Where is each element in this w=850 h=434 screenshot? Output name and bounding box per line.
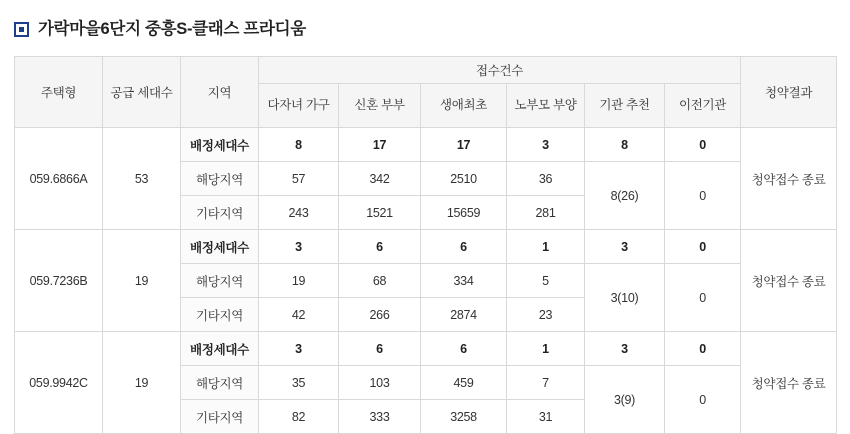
cell-row-label: 배정세대수 bbox=[181, 332, 259, 366]
cell-first-time: 334 bbox=[421, 264, 507, 298]
table-row bbox=[15, 128, 837, 162]
page-title-text: 가락마을6단지 중흥S-클래스 프라디움 bbox=[38, 20, 306, 39]
cell-multi-child: 57 bbox=[259, 162, 339, 196]
cell-first-time: 6 bbox=[421, 332, 507, 366]
cell-elderly-parent: 23 bbox=[507, 298, 585, 332]
cell-multi-child: 8 bbox=[259, 128, 339, 162]
cell-result: 청약접수 종료 bbox=[741, 230, 837, 332]
cell-row-label: 배정세대수 bbox=[181, 128, 259, 162]
table-body bbox=[15, 128, 837, 434]
cell-elderly-parent: 3 bbox=[507, 128, 585, 162]
cell-institution-recommend: 8 bbox=[585, 128, 665, 162]
cell-supply-units: 53 bbox=[103, 128, 181, 230]
cell-row-label: 해당지역 bbox=[181, 366, 259, 400]
header-elderly-parent: 노부모 부양 bbox=[507, 84, 585, 128]
cell-elderly-parent: 1 bbox=[507, 230, 585, 264]
header-housing-type: 주택형 bbox=[15, 57, 103, 128]
cell-row-label: 기타지역 bbox=[181, 400, 259, 434]
cell-newlywed: 17 bbox=[339, 128, 421, 162]
cell-transfer-institution-merged: 0 bbox=[665, 264, 741, 332]
cell-supply-units: 19 bbox=[103, 230, 181, 332]
square-bullet-icon bbox=[14, 22, 29, 37]
cell-first-time: 459 bbox=[421, 366, 507, 400]
cell-institution-recommend-merged: 8(26) bbox=[585, 162, 665, 230]
cell-transfer-institution: 0 bbox=[665, 230, 741, 264]
cell-multi-child: 19 bbox=[259, 264, 339, 298]
cell-result: 청약접수 종료 bbox=[741, 332, 837, 434]
cell-row-label: 해당지역 bbox=[181, 162, 259, 196]
application-result-table bbox=[14, 56, 837, 434]
header-newlywed: 신혼 부부 bbox=[339, 84, 421, 128]
cell-multi-child: 3 bbox=[259, 332, 339, 366]
cell-row-label: 기타지역 bbox=[181, 196, 259, 230]
page-title bbox=[0, 0, 850, 46]
cell-elderly-parent: 5 bbox=[507, 264, 585, 298]
cell-supply-units: 19 bbox=[103, 332, 181, 434]
cell-row-label: 기타지역 bbox=[181, 298, 259, 332]
cell-institution-recommend: 3 bbox=[585, 230, 665, 264]
cell-elderly-parent: 36 bbox=[507, 162, 585, 196]
cell-newlywed: 342 bbox=[339, 162, 421, 196]
cell-transfer-institution-merged: 0 bbox=[665, 162, 741, 230]
cell-newlywed: 6 bbox=[339, 332, 421, 366]
cell-first-time: 2874 bbox=[421, 298, 507, 332]
header-region: 지역 bbox=[181, 57, 259, 128]
cell-transfer-institution: 0 bbox=[665, 332, 741, 366]
header-transfer-institution: 이전기관 bbox=[665, 84, 741, 128]
cell-row-label: 해당지역 bbox=[181, 264, 259, 298]
cell-institution-recommend: 3 bbox=[585, 332, 665, 366]
cell-elderly-parent: 1 bbox=[507, 332, 585, 366]
cell-first-time: 17 bbox=[421, 128, 507, 162]
table-row bbox=[15, 332, 837, 366]
cell-institution-recommend-merged: 3(9) bbox=[585, 366, 665, 434]
table-header bbox=[15, 57, 837, 128]
cell-transfer-institution: 0 bbox=[665, 128, 741, 162]
cell-housing-type: 059.6866A bbox=[15, 128, 103, 230]
header-first-time: 생애최초 bbox=[421, 84, 507, 128]
cell-newlywed: 333 bbox=[339, 400, 421, 434]
cell-result: 청약접수 종료 bbox=[741, 128, 837, 230]
cell-multi-child: 42 bbox=[259, 298, 339, 332]
cell-transfer-institution-merged: 0 bbox=[665, 366, 741, 434]
cell-multi-child: 82 bbox=[259, 400, 339, 434]
cell-newlywed: 68 bbox=[339, 264, 421, 298]
cell-first-time: 15659 bbox=[421, 196, 507, 230]
cell-elderly-parent: 281 bbox=[507, 196, 585, 230]
header-institution-recommend: 기관 추천 bbox=[585, 84, 665, 128]
cell-newlywed: 266 bbox=[339, 298, 421, 332]
header-supply-units: 공급 세대수 bbox=[103, 57, 181, 128]
cell-multi-child: 243 bbox=[259, 196, 339, 230]
cell-housing-type: 059.9942C bbox=[15, 332, 103, 434]
application-table-wrapper bbox=[14, 56, 836, 434]
cell-elderly-parent: 7 bbox=[507, 366, 585, 400]
cell-multi-child: 35 bbox=[259, 366, 339, 400]
cell-first-time: 3258 bbox=[421, 400, 507, 434]
header-result: 청약결과 bbox=[741, 57, 837, 128]
cell-row-label: 배정세대수 bbox=[181, 230, 259, 264]
cell-elderly-parent: 31 bbox=[507, 400, 585, 434]
cell-multi-child: 3 bbox=[259, 230, 339, 264]
table-row bbox=[15, 230, 837, 264]
cell-first-time: 6 bbox=[421, 230, 507, 264]
header-multi-child: 다자녀 가구 bbox=[259, 84, 339, 128]
cell-institution-recommend-merged: 3(10) bbox=[585, 264, 665, 332]
cell-housing-type: 059.7236B bbox=[15, 230, 103, 332]
cell-newlywed: 6 bbox=[339, 230, 421, 264]
cell-first-time: 2510 bbox=[421, 162, 507, 196]
cell-newlywed: 1521 bbox=[339, 196, 421, 230]
header-applications-group: 접수건수 bbox=[259, 57, 741, 84]
cell-newlywed: 103 bbox=[339, 366, 421, 400]
